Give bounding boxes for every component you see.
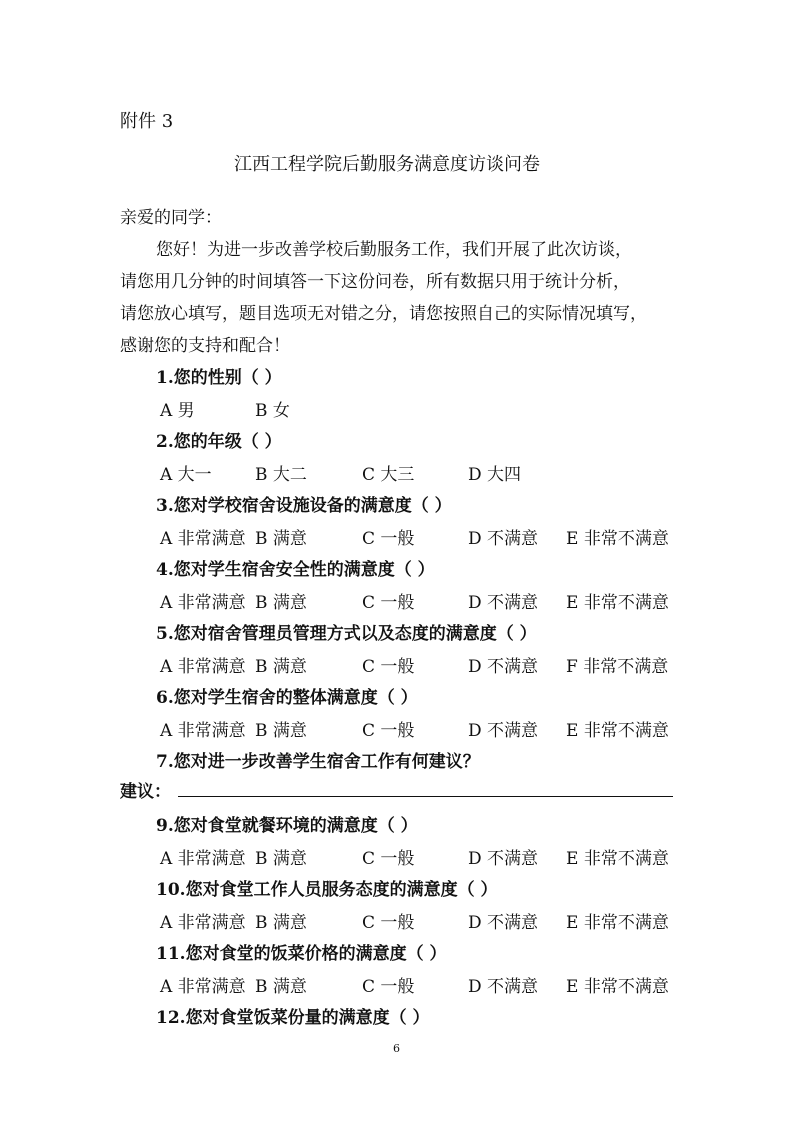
option-b[interactable]: B 大二 [255, 465, 307, 485]
intro-line-3: 请您放心填写，题目选项无对错之分，请您按照自己的实际情况填写， [120, 304, 647, 324]
option-c[interactable]: C 一般 [362, 529, 415, 549]
page-number: 6 [393, 1042, 400, 1055]
option-b[interactable]: B 满意 [255, 657, 307, 677]
option-b[interactable]: B 满意 [255, 977, 307, 997]
option-c[interactable]: C 一般 [362, 593, 415, 613]
option-c[interactable]: C 一般 [362, 657, 415, 677]
question-6: 6.您对学生宿舍的整体满意度（ ） [156, 688, 418, 708]
option-a[interactable]: A 非常满意 [160, 849, 246, 869]
option-b[interactable]: B 满意 [255, 849, 307, 869]
question-2: 2.您的年级（ ） [156, 432, 282, 452]
option-b[interactable]: B 满意 [255, 721, 307, 741]
option-a[interactable]: A 非常满意 [160, 977, 246, 997]
option-d[interactable]: D 不满意 [468, 913, 539, 933]
option-e[interactable]: E 非常不满意 [566, 529, 669, 549]
option-e[interactable]: E 非常不满意 [566, 721, 669, 741]
question-4: 4.您对学生宿舍安全性的满意度（ ） [156, 560, 435, 580]
option-a[interactable]: A 大一 [160, 465, 212, 485]
option-e[interactable]: E 非常不满意 [566, 977, 669, 997]
option-a[interactable]: A 非常满意 [160, 721, 246, 741]
option-a[interactable]: A 男 [160, 401, 195, 421]
option-f[interactable]: F 非常不满意 [566, 657, 669, 677]
option-d[interactable]: D 不满意 [468, 529, 539, 549]
option-b[interactable]: B 满意 [255, 593, 307, 613]
option-e[interactable]: E 非常不满意 [566, 593, 669, 613]
question-3: 3.您对学校宿舍设施设备的满意度（ ） [156, 496, 452, 516]
attachment-label: 附件 3 [120, 111, 174, 132]
question-10: 10.您对食堂工作人员服务态度的满意度（ ） [156, 880, 498, 900]
option-d[interactable]: D 不满意 [468, 721, 539, 741]
suggestion-label: 建议： [120, 782, 171, 802]
intro-line-1: 您好！为进一步改善学校后勤服务工作，我们开展了此次访谈， [156, 240, 632, 260]
option-c[interactable]: C 一般 [362, 977, 415, 997]
intro-line-4: 感谢您的支持和配合！ [120, 336, 290, 356]
suggestion-input-line[interactable] [178, 796, 673, 797]
option-a[interactable]: A 非常满意 [160, 593, 246, 613]
option-d[interactable]: D 不满意 [468, 657, 539, 677]
option-a[interactable]: A 非常满意 [160, 913, 246, 933]
option-c[interactable]: C 一般 [362, 849, 415, 869]
option-a[interactable]: A 非常满意 [160, 529, 246, 549]
option-b[interactable]: B 满意 [255, 529, 307, 549]
option-d[interactable]: D 不满意 [468, 849, 539, 869]
option-b[interactable]: B 满意 [255, 913, 307, 933]
intro-line-2: 请您用几分钟的时间填答一下这份问卷，所有数据只用于统计分析， [120, 272, 630, 292]
option-c[interactable]: C 一般 [362, 721, 415, 741]
question-11: 11.您对食堂的饭菜价格的满意度（ ） [156, 944, 447, 964]
option-d[interactable]: D 不满意 [468, 593, 539, 613]
question-1: 1.您的性别（ ） [156, 368, 282, 388]
option-e[interactable]: E 非常不满意 [566, 849, 669, 869]
option-c[interactable]: C 大三 [362, 465, 415, 485]
option-b[interactable]: B 女 [255, 401, 290, 421]
question-9: 9.您对食堂就餐环境的满意度（ ） [156, 816, 418, 836]
page-title: 江西工程学院后勤服务满意度访谈问卷 [234, 154, 540, 175]
option-c[interactable]: C 一般 [362, 913, 415, 933]
question-12: 12.您对食堂饭菜份量的满意度（ ） [156, 1008, 430, 1028]
greeting: 亲爱的同学： [120, 208, 222, 228]
question-7: 7.您对进一步改善学生宿舍工作有何建议？ [156, 752, 480, 772]
option-d[interactable]: D 不满意 [468, 977, 539, 997]
option-a[interactable]: A 非常满意 [160, 657, 246, 677]
option-e[interactable]: E 非常不满意 [566, 913, 669, 933]
question-5: 5.您对宿舍管理员管理方式以及态度的满意度（ ） [156, 624, 537, 644]
option-d[interactable]: D 大四 [468, 465, 522, 485]
